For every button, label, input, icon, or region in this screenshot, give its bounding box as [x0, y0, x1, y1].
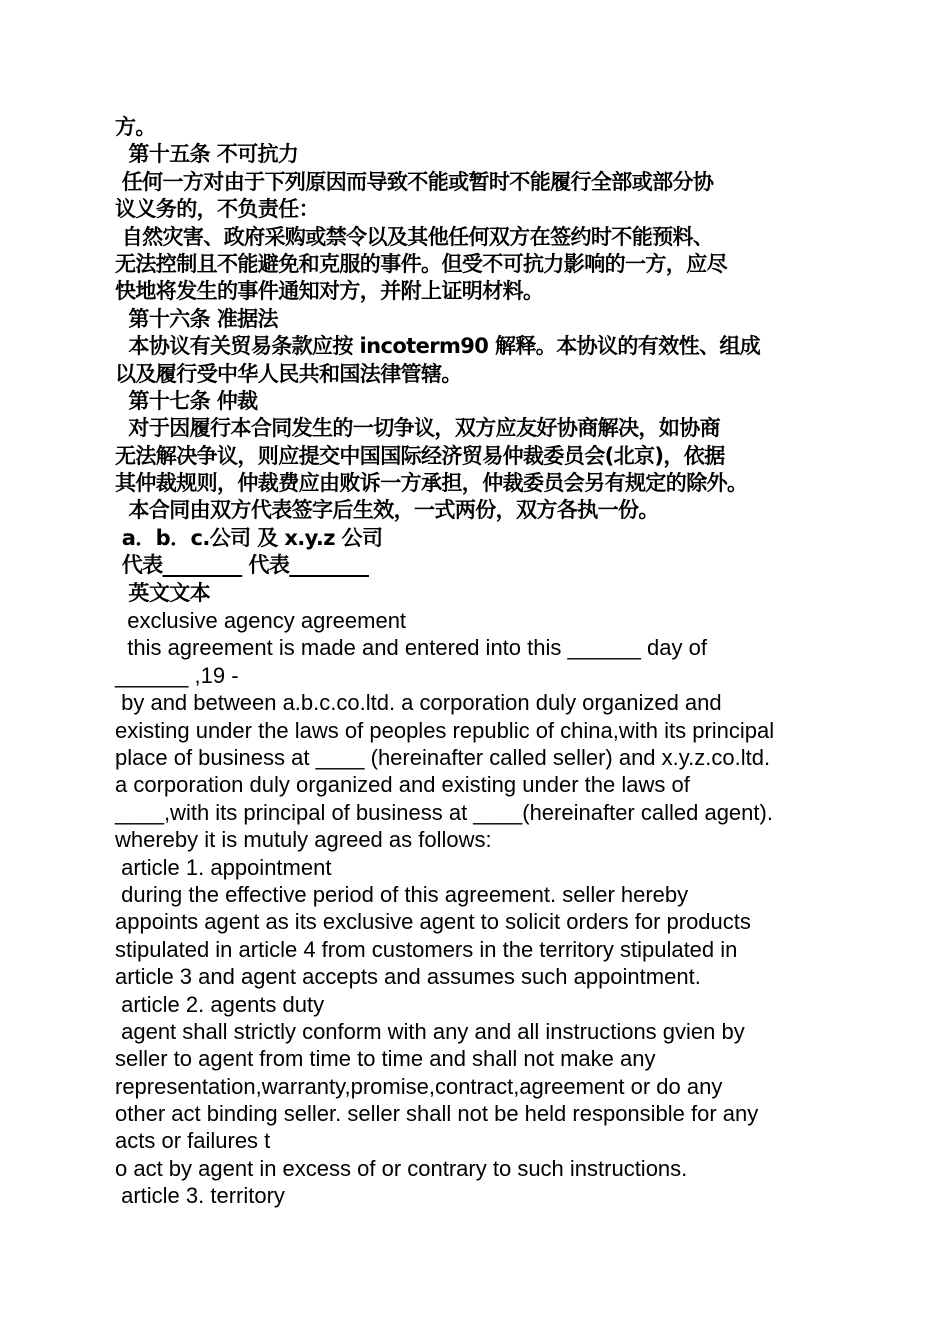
text-line: 英文文本 [115, 580, 211, 605]
text-line: exclusive agency agreement [115, 608, 407, 634]
text-line: 无法解决争议，则应提交中国国际经济贸易仲裁委员会(北京)，依据 [115, 443, 725, 468]
text-line: agent shall strictly conform with any and all instructions gvien by [115, 1018, 745, 1044]
text-line: article 2. agents duty [115, 991, 325, 1017]
text-line: 方。 [115, 115, 156, 139]
text-line: 其仲裁规则，仲裁费应由败诉一方承担，仲裁委员会另有规定的除外。 [115, 471, 748, 496]
text-line: article 3. territory [115, 1183, 285, 1209]
text-line: 任何一方对由于下列原因而导致不能或暂时不能履行全部或部分协 [115, 169, 714, 194]
text-line: 本合同由双方代表签字后生效，一式两份，双方各执一份。 [115, 498, 659, 523]
text-line: o act by agent in excess of or contrary to such instructions. [115, 1155, 688, 1181]
text-line: ______ ,19 - [115, 662, 239, 688]
text-line: seller to agent from time to time and shall not make any [115, 1046, 656, 1072]
text-line: 第十七条 仲裁 [115, 388, 258, 413]
text-line: 快地将发生的事件通知对方，并附上证明材料。 [115, 279, 544, 304]
text-line: 以及履行受中华人民共和国法律管辖。 [115, 361, 462, 386]
text-line: representation,warranty,promise,contract,agreement or do any [115, 1073, 723, 1099]
text-line: 代表________ 代表________ [115, 553, 369, 578]
text-line: 第十五条 不可抗力 [115, 142, 299, 167]
text-line: appoints agent as its exclusive agent to solicit orders for products [115, 909, 751, 935]
document-body [115, 114, 855, 1210]
text-line: article 1. appointment [115, 854, 332, 880]
text-line: other act binding seller. seller shall not be held responsible for any [115, 1101, 759, 1127]
text-line: this agreement is made and entered into this ______ day of [115, 635, 707, 661]
text-line: article 3 and agent accepts and assumes such appointment. [115, 964, 701, 990]
text-line: a corporation duly organized and existing under the laws of [115, 772, 690, 798]
text-line: stipulated in article 4 from customers in the territory stipulated in [115, 936, 738, 962]
text-line: 本协议有关贸易条款应按 incoterm90 解释。本协议的有效性、组成 [115, 334, 761, 359]
text-line: acts or failures t [115, 1128, 271, 1154]
text-line: during the effective period of this agreement. seller hereby [115, 881, 689, 907]
text-line: place of business at ____ (hereinafter called seller) and x.y.z.co.ltd. [115, 744, 771, 770]
text-line: 无法控制且不能避免和克服的事件。但受不可抗力影响的一方，应尽 [115, 251, 727, 276]
text-line: 第十六条 准据法 [115, 306, 278, 331]
text-line: 议义务的，不负责任： [115, 197, 319, 222]
text-line: whereby it is mutuly agreed as follows: [115, 827, 492, 853]
text-line: 对于因履行本合同发生的一切争议，双方应友好协商解决，如协商 [115, 416, 721, 441]
text-line: 自然灾害、政府采购或禁令以及其他任何双方在签约时不能预料、 [115, 224, 714, 249]
text-line: a．b．c.公司 及 x.y.z 公司 [115, 525, 383, 550]
text-line: by and between a.b.c.co.ltd. a corporation duly organized and [115, 690, 722, 716]
text-line: existing under the laws of peoples republic of china,with its principal [115, 717, 775, 743]
text-line: ____,with its principal of business at ____(hereinafter called agent). [115, 799, 773, 825]
